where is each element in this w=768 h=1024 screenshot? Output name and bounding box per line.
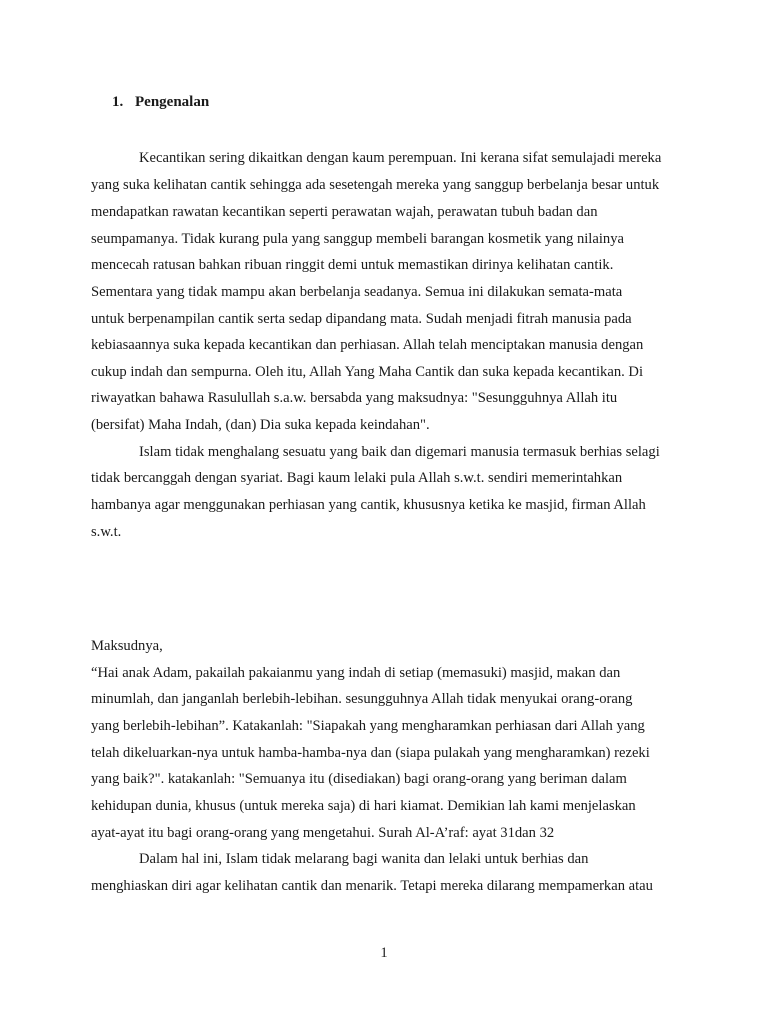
body-line: Dalam hal ini, Islam tidak melarang bagi wanita dan lelaki untuk berhias dan	[139, 851, 589, 867]
body-line: riwayatkan bahawa Rasulullah s.a.w. bersabda yang maksudnya: "Sesungguhnya Allah itu	[91, 390, 618, 406]
body-line: cukup indah dan sempurna. Oleh itu, Allah Yang Maha Cantik dan suka kepada kecantikan. Di	[91, 364, 644, 380]
body-line: telah dikeluarkan-nya untuk hamba-hamba-nya dan (siapa pulakah yang mengharamkan) rezeki	[91, 745, 650, 761]
body-line: Sementara yang tidak mampu akan berbelanja seadanya. Semua ini dilakukan semata-mata	[91, 284, 623, 300]
body-line: hambanya agar menggunakan perhiasan yang cantik, khususnya ketika ke masjid, firman Allah	[91, 497, 646, 513]
section-title: Pengenalan	[135, 94, 210, 110]
body-line: kehidupan dunia, khusus (untuk mereka saja) di hari kiamat. Demikian lah kami menjelaskan	[91, 798, 636, 814]
body-line: menghiaskan diri agar kelihatan cantik dan menarik. Tetapi mereka dilarang mempamerkan atau	[91, 878, 653, 894]
body-line: s.w.t.	[91, 524, 122, 540]
body-line: kebiasaannya suka kepada kecantikan dan perhiasan. Allah telah menciptakan manusia dengan	[91, 337, 644, 353]
body-line: ayat-ayat itu bagi orang-orang yang mengetahui. Surah Al-A’raf: ayat 31dan 32	[91, 825, 555, 841]
page-number	[0, 944, 768, 962]
body-line: minumlah, dan janganlah berlebih-lebihan. sesungguhnya Allah tidak menyukai orang-orang	[91, 691, 633, 707]
body-line: mencecah ratusan bahkan ribuan ringgit demi untuk memastikan dirinya kelihatan cantik.	[91, 257, 614, 273]
body-line: Kecantikan sering dikaitkan dengan kaum perempuan. Ini kerana sifat semulajadi mereka	[139, 150, 662, 166]
section-heading	[112, 93, 209, 111]
body-line: Maksudnya,	[91, 638, 163, 654]
body-line: yang baik?". katakanlah: "Semuanya itu (disediakan) bagi orang-orang yang beriman dalam	[91, 771, 627, 787]
body-line: (bersifat) Maha Indah, (dan) Dia suka kepada keindahan".	[91, 417, 430, 433]
body-line: “Hai anak Adam, pakailah pakaianmu yang indah di setiap (memasuki) masjid, makan dan	[91, 665, 621, 681]
section-number: 1.	[112, 94, 124, 110]
body-line: yang berlebih-lebihan”. Katakanlah: "Siapakah yang mengharamkan perhiasan dari Allah yang	[91, 718, 645, 734]
body-line: untuk berpenampilan cantik serta sedap dipandang mata. Sudah menjadi fitrah manusia pada	[91, 311, 632, 327]
page-number-text: 1	[380, 945, 388, 961]
body-line: seumpamanya. Tidak kurang pula yang sanggup membeli barangan kosmetik yang nilainya	[91, 231, 624, 247]
body-line: yang suka kelihatan cantik sehingga ada sesetengah mereka yang sanggup berbelanja besar untuk	[91, 177, 660, 193]
body-line: mendapatkan rawatan kecantikan seperti perawatan wajah, perawatan tubuh badan dan	[91, 204, 598, 220]
body-line: Islam tidak menghalang sesuatu yang baik dan digemari manusia termasuk berhias selagi	[139, 444, 660, 460]
body-line: tidak bercanggah dengan syariat. Bagi kaum lelaki pula Allah s.w.t. sendiri memerintahkan	[91, 470, 623, 486]
